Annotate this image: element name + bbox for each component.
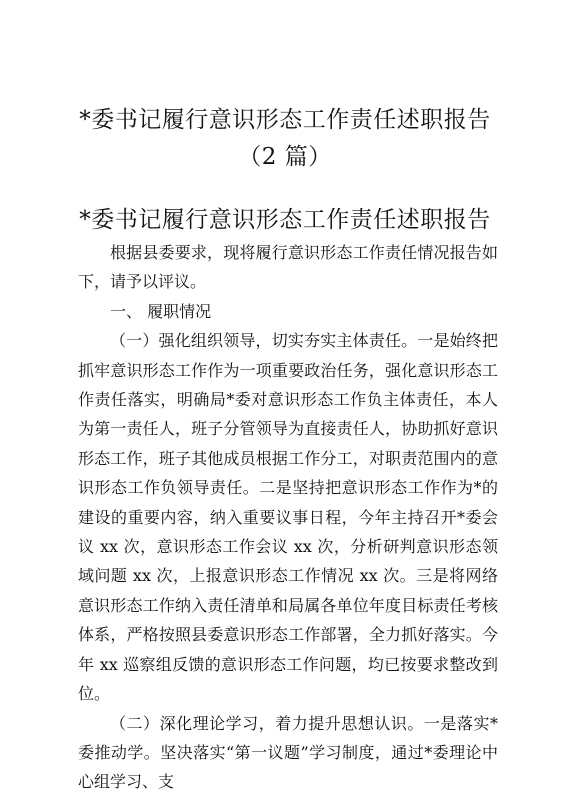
body-paragraph: （二）深化理论学习，着力提升思想认识。一是落实*委推动学。坚决落实“第一议题”学习制度，通过*委理论中心组学习、支 bbox=[78, 713, 498, 792]
document-title-count: （2 篇） bbox=[238, 144, 332, 170]
intro-paragraph: 根据县委要求，现将履行意识形态工作责任情况报告如下，请予以评议。 bbox=[78, 243, 498, 292]
body-paragraph: （一）强化组织领导，切实夯实主体责任。一是始终把抓牢意识形态工作作为一项重要政治任务，强化意识形态工作责任落实，明确局*委对意识形态工作负主体责任，本人为第一责任人，班子分管领导为直接责任人，协助抓好意识形态工作，班子其他成员根据工作分工，对职责范围内的意识形态工作负领导责任。二是坚持把意识形态工作作为*的建设的重要内容，纳入重要议事日程，今年主持召开*委会议 xx 次，意识形态工作会议 xx 次，分析研判意识形态领域问题 xx 次，上报意识形态工作情况 xx 次。三是将网络意识形态工作纳入责任清单和局属各单位年度目标责任考核体系，严格按照县委意识形态工作部署，全力抓好落实。今年 xx 巡察组反馈的意识形态工作问题，均已按要求整改到位。 bbox=[78, 331, 498, 704]
section-heading-performance: 一、 履职情况 bbox=[110, 301, 212, 321]
report-title: *委书记履行意识形态工作责任述职报告 bbox=[79, 207, 491, 233]
report-body bbox=[78, 238, 498, 797]
document-title: *委书记履行意识形态工作责任述职报告 bbox=[79, 107, 491, 133]
